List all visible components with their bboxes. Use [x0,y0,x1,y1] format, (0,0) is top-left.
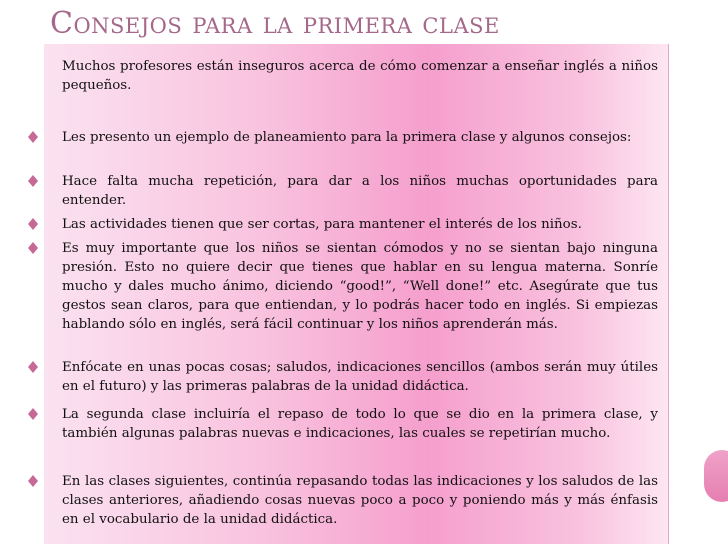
list-item-text: Hace falta mucha repetición, para dar a los niños muchas oportunidades para entender. [62,174,658,208]
list-item [62,57,658,95]
list-item [62,239,658,334]
pink-diamond-bullet-icon [28,175,38,187]
list-item [62,128,658,147]
list-item [62,172,658,210]
list-item-text: Enfócate en unas pocas cosas; saludos, indicaciones sencillos (ambos serán muy útiles en el futuro) y las primeras palabras de la unidad didáctica. [62,360,658,394]
list-item [62,215,658,234]
list-item-text: En las clases siguientes, continúa repasando todas las indicaciones y los saludos de las clases anteriores, añadiendo cosas nuevas poco a poco y poniendo más y más énfasis en el vocabulario de la unidad didáctica. [62,474,658,527]
content-panel [38,44,669,544]
list-item-text: Las actividades tienen que ser cortas, para mantener el interés de los niños. [62,217,582,232]
list-item-text: Les presento un ejemplo de planeamiento para la primera clase y algunos consejos: [62,130,632,145]
list-item [62,358,658,396]
list-item [62,405,658,443]
pink-diamond-bullet-icon [28,218,38,230]
pink-diamond-bullet-icon [28,408,38,420]
pink-diamond-bullet-icon [28,131,38,143]
pink-decorative-pill [704,450,728,502]
list-item [62,472,658,529]
list-item-text: Es muy importante que los niños se sientan cómodos y no se sientan bajo ninguna presión. Esto no quiere decir que tienes que hablar en su lengua materna. Sonríe mucho y dales mucho ánimo, diciendo “good!”, “Well done!” etc. Asegúrate que tus gestos sean claros, para que entiendan, y lo podrás hacer todo en inglés. Si empiezas hablando sólo en inglés, será fácil continuar y los niños aprenderán más. [62,241,658,332]
pink-diamond-bullet-icon [28,475,38,487]
slide-title: Consejos para la primera clase [50,6,500,41]
pink-diamond-bullet-icon [28,361,38,373]
list-item-text: Muchos profesores están inseguros acerca de cómo comenzar a enseñar inglés a niños pequeños. [62,59,658,93]
list-item-text: La segunda clase incluiría el repaso de todo lo que se dio en la primera clase, y también algunas palabras nuevas e indicaciones, las cuales se repetirían mucho. [62,407,658,441]
pink-diamond-bullet-icon [28,242,38,254]
